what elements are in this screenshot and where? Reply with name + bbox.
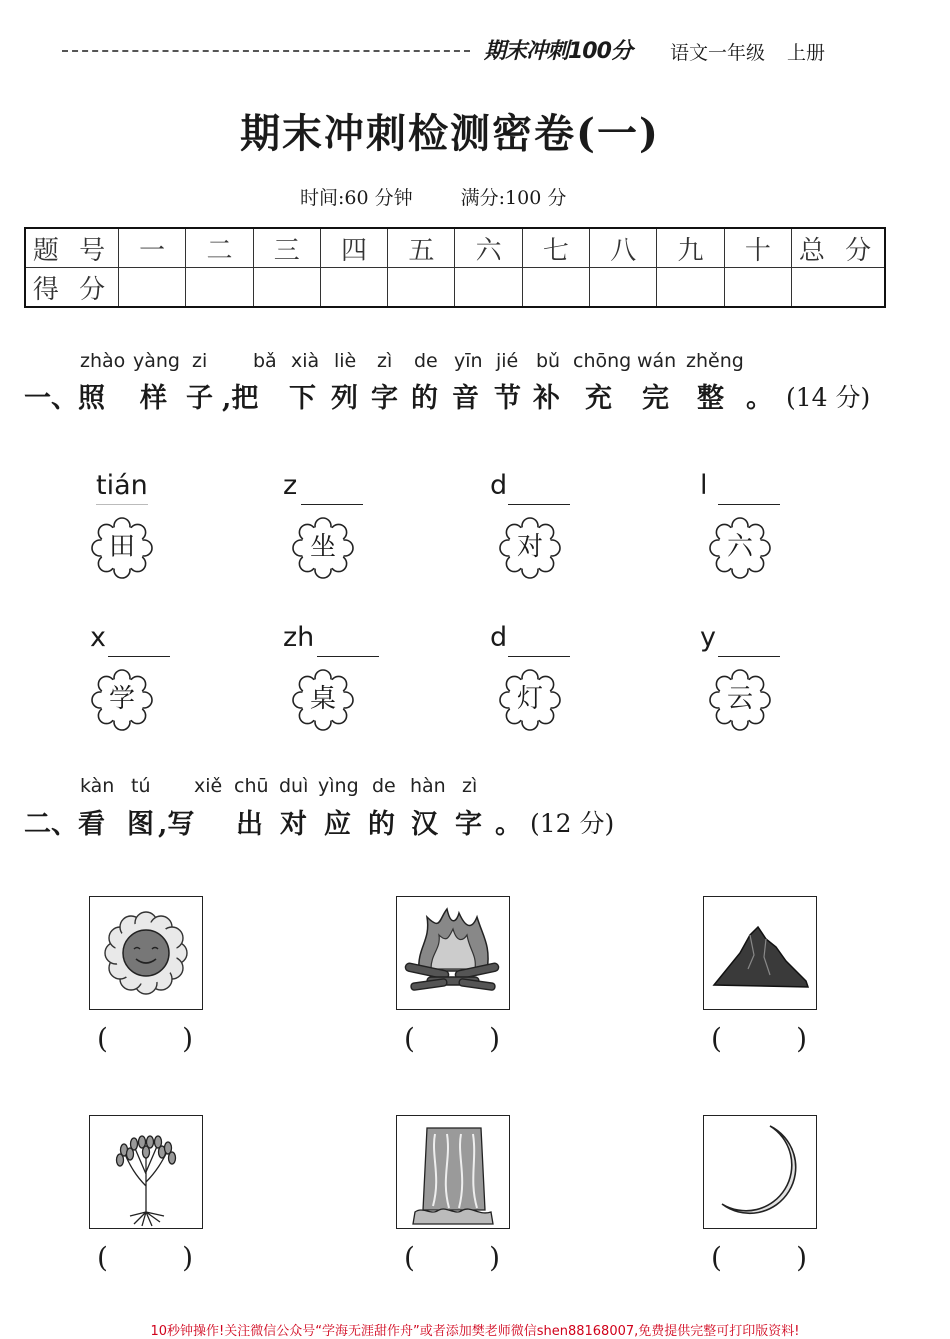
heading-char: 。 [746,383,773,414]
paren-close: ) [489,1022,500,1055]
answer-blank[interactable] [718,504,780,505]
section2-pinyin [0,775,950,799]
target-character: 六 [726,532,753,562]
example-underline [96,504,148,505]
section1-pinyin [0,350,950,374]
target-character: 学 [108,684,135,714]
paren-open: ( [404,1241,415,1274]
pinyin-syllable: xiě [194,775,223,797]
heading-char: 出 [236,809,263,840]
heading-char: 整 [697,383,724,414]
score-cell[interactable] [522,268,589,308]
syllable-prefix: tián [96,470,148,501]
pinyin-syllable: yàng [133,350,180,372]
flower-icon [291,668,355,732]
score-table [24,227,886,308]
mountain-icon [704,897,816,1009]
pinyin-syllable: chōng [573,350,632,372]
pinyin-syllable: de [372,775,396,797]
target-character: 云 [726,684,753,714]
pinyin-syllable: chū [234,775,269,797]
flower-icon [291,516,355,580]
full-score: 满分:100 分 [460,187,567,209]
brand-title: 期末冲刺100分 [484,39,632,64]
paren-open: ( [711,1241,722,1274]
heading-char: 应 [324,809,351,840]
syllable-prefix: l [700,470,708,501]
question-number: 四 [320,228,387,268]
heading-char: ,写 [158,809,195,840]
page-title: 期末冲刺检测密卷(一) [240,110,660,157]
answer-blank[interactable] [317,656,379,657]
pinyin-syllable: liè [334,350,357,372]
heading-char: 列 [331,383,358,414]
picture-box [89,1115,203,1229]
pinyin-syllable: jié [496,350,519,372]
section1-heading [0,376,950,416]
pinyin-syllable: bǔ [536,350,561,372]
heading-char: 样 [140,383,167,414]
heading-char: 对 [280,809,307,840]
score-cell[interactable] [119,268,186,308]
syllable-prefix: d [490,622,508,653]
answer-parentheses[interactable] [711,1022,807,1055]
answer-blank[interactable] [301,504,363,505]
score-label: 得 分 [25,268,119,308]
time-limit: 时间:60 分钟 [300,187,413,209]
syllable-prefix: d [490,470,508,501]
heading-char: 的 [368,809,395,840]
question-number: 二 [186,228,253,268]
pinyin-syllable: hàn [410,775,446,797]
question-number: 六 [455,228,522,268]
question-number: 九 [657,228,724,268]
fire-icon [397,897,509,1009]
answer-parentheses[interactable] [711,1241,807,1274]
heading-char: 音 [452,383,479,414]
subject-label: 语文一年级 [670,42,766,64]
paren-open: ( [404,1022,415,1055]
pinyin-syllable: bǎ [253,350,277,372]
heading-char: ,把 [222,383,259,414]
heading-char: 一、照 [24,383,105,414]
score-table-score-row [25,268,885,308]
pinyin-syllable: zi [192,350,208,372]
score-cell[interactable] [455,268,522,308]
answer-blank[interactable] [108,656,170,657]
syllable-prefix: x [90,622,106,653]
score-cell[interactable] [320,268,387,308]
volume-label: 上册 [787,42,826,64]
heading-char: 汉 [411,809,438,840]
heading-char: 的 [411,383,438,414]
score-table-header-row [25,228,885,268]
question-number: 七 [522,228,589,268]
picture-box [703,896,817,1010]
heading-char: 节 [494,383,521,414]
pinyin-syllable: zhào [80,350,126,372]
moon-icon [704,1116,816,1228]
section-score: (14 分) [786,383,871,412]
question-number: 三 [253,228,320,268]
pinyin-syllable: de [414,350,438,372]
answer-blank[interactable] [508,504,570,505]
question-number: 八 [590,228,657,268]
question-number-label: 题 号 [25,228,119,268]
section-score: (12 分) [530,809,615,838]
pinyin-syllable: tú [131,775,151,797]
pinyin-syllable: zhěng [686,350,744,372]
flower-icon [498,668,562,732]
flower-icon [90,668,154,732]
score-cell[interactable] [590,268,657,308]
question-number: 一 [119,228,186,268]
pinyin-syllable: xià [291,350,320,372]
water-icon [397,1116,509,1228]
answer-parentheses[interactable] [97,1022,193,1055]
score-cell[interactable] [724,268,791,308]
syllable-prefix: y [700,622,716,653]
answer-blank[interactable] [508,656,570,657]
flower-icon [498,516,562,580]
paren-open: ( [97,1241,108,1274]
section2-heading [0,802,950,842]
exam-info [300,183,614,210]
target-character: 田 [108,532,135,562]
pinyin-syllable: yìng [318,775,359,797]
answer-parentheses[interactable] [404,1241,500,1274]
pinyin-syllable: kàn [80,775,115,797]
flower-icon [90,516,154,580]
heading-char: 补 [533,383,560,414]
wheat-icon [90,1116,202,1228]
total-score-label: 总 分 [792,228,886,268]
heading-char: 字 [371,383,398,414]
sun-icon [90,897,202,1009]
heading-char: 完 [642,383,669,414]
heading-char: 下 [289,383,316,414]
picture-box [89,896,203,1010]
score-cell[interactable] [253,268,320,308]
header-dashed-rule [62,50,470,52]
answer-blank[interactable] [718,656,780,657]
paren-open: ( [711,1022,722,1055]
paren-close: ) [489,1241,500,1274]
paren-close: ) [182,1022,193,1055]
picture-box [396,1115,510,1229]
question-number: 十 [724,228,791,268]
target-character: 对 [516,532,543,562]
picture-box [396,896,510,1010]
score-cell[interactable] [388,268,455,308]
flower-icon [708,516,772,580]
syllable-prefix: zh [283,622,315,653]
answer-parentheses[interactable] [97,1241,193,1274]
total-score-cell[interactable] [792,268,886,308]
heading-char: 子 [186,383,213,414]
paren-close: ) [182,1241,193,1274]
flower-icon [708,668,772,732]
answer-parentheses[interactable] [404,1022,500,1055]
heading-char: 图 [127,809,154,840]
target-character: 灯 [516,684,543,714]
target-character: 坐 [309,532,336,562]
heading-char: 二、看 [24,809,105,840]
pinyin-syllable: yīn [454,350,483,372]
paren-close: ) [796,1241,807,1274]
pinyin-syllable: zì [377,350,393,372]
heading-char: 。 [495,809,522,840]
target-character: 桌 [309,684,336,714]
footer-promo: 10秒钟操作!关注微信公众号“学海无涯甜作舟”或者添加樊老师微信shen88168007,免费提供完整可打印版资料! [150,1324,800,1339]
picture-box [703,1115,817,1229]
question-number: 五 [388,228,455,268]
paren-open: ( [97,1022,108,1055]
score-cell[interactable] [657,268,724,308]
pinyin-syllable: duì [279,775,309,797]
paren-close: ) [796,1022,807,1055]
heading-char: 充 [585,383,612,414]
syllable-prefix: z [283,470,298,501]
heading-char: 字 [455,809,482,840]
score-cell[interactable] [186,268,253,308]
pinyin-syllable: wán [637,350,677,372]
pinyin-syllable: zì [462,775,478,797]
